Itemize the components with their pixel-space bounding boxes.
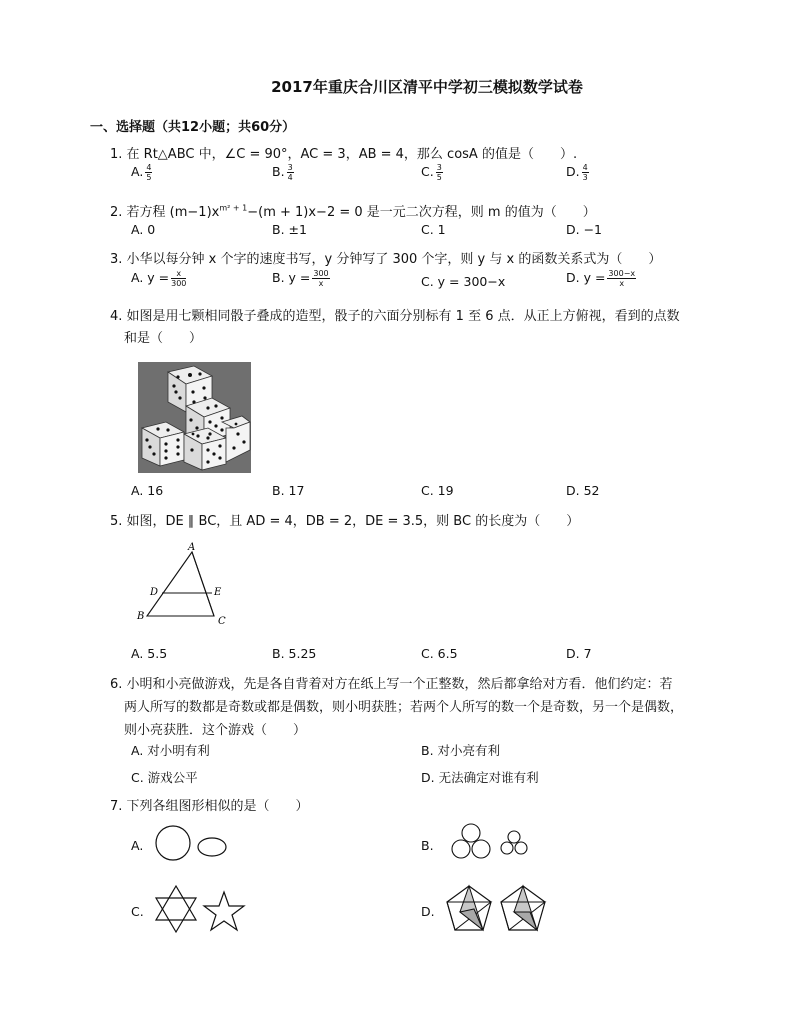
question-6-line-3: 则小亮获胜．这个游戏（ ） (124, 723, 307, 738)
q6-option-c: C. 游戏公平 (131, 770, 198, 785)
question-7: 7. 下列各组图形相似的是（ ） (110, 799, 309, 814)
q5-option-d: D. 7 (566, 646, 592, 661)
q6-option-a: A. 对小明有利 (131, 743, 210, 758)
q7-option-d-label: D. (421, 904, 435, 919)
q5-option-a: A. 5.5 (131, 646, 168, 661)
q5-option-b: B. 5.25 (272, 646, 317, 661)
q1-option-d: D. $\frac{4}{3}$ (566, 163, 588, 182)
q7-option-b-figure (444, 822, 534, 862)
q2-option-d: D. −1 (566, 222, 602, 237)
q1-option-c: C. $\frac{3}{5}$ (421, 163, 442, 182)
question-2: 2. 若方程 $(m-1)x^{m^2 + 1}-(m + 1)x-2 = 0$ 是一元二次方程，则 m 的值为（ ） (110, 203, 596, 220)
q6-option-d: D. 无法确定对谁有利 (421, 770, 539, 785)
q2-option-c: C. 1 (421, 222, 446, 237)
question-6-line-2: 两人所写的数都是奇数或都是偶数，则小明获胜；若两个人所写的数一个是奇数，另一个是偶数， (124, 700, 684, 715)
q4-option-a: A. 16 (131, 483, 164, 498)
question-4-line-1: 4. 如图是用七颗相同骰子叠成的造型，骰子的六面分别标有 1 至 6 点．从正上方俯视，看到的点数 (110, 309, 680, 324)
label-a: A (188, 542, 196, 553)
q7-option-b-label: B. (421, 838, 434, 853)
question-3: 3. 小华以每分钟 x 个字的速度书写，y 分钟写了 300 个字，则 y 与 x 的函数关系式为（ ） (110, 252, 662, 267)
question-5: 5. 如图，DE ∥ BC，且 AD = 4，DB = 2，DE = 3.5，则 BC 的长度为（ ） (110, 514, 580, 529)
q1-option-b: B. $\frac{3}{4}$ (272, 163, 293, 182)
q7-option-a-label: A. (131, 838, 144, 853)
q7-option-c-figure (152, 884, 248, 934)
question-4-line-2: 和是（ ） (124, 331, 203, 346)
q4-option-c: C. 19 (421, 483, 454, 498)
q4-option-b: B. 17 (272, 483, 305, 498)
q3-option-b: B. y = $\frac{300}{x}$ (272, 269, 329, 288)
page-title: 2017年重庆合川区清平中学初三模拟数学试卷 (271, 78, 583, 96)
q3-option-d: D. y = $\frac{300-x}{x}$ (566, 269, 636, 288)
q7-option-c-label: C. (131, 904, 144, 919)
q7-option-d-figure (444, 882, 554, 936)
q2-option-a: A. 0 (131, 222, 156, 237)
label-d: D (150, 587, 159, 598)
q3-option-c: C. y = 300−x (421, 274, 506, 289)
section-heading: 一、选择题（共12小题；共60分） (90, 120, 296, 135)
dice-illustration (138, 362, 251, 473)
q4-option-d: D. 52 (566, 483, 600, 498)
q7-option-a-figure (154, 824, 234, 864)
q1-option-a: A. $\frac{4}{5}$ (131, 163, 152, 182)
question-6-line-1: 6. 小明和小亮做游戏，先是各自背着对方在纸上写一个正整数，然后都拿给对方看．他们约定：若 (110, 677, 673, 692)
triangle-figure (134, 540, 234, 632)
dice-stack-image (138, 362, 251, 473)
q5-option-c: C. 6.5 (421, 646, 458, 661)
label-e: E (214, 587, 222, 598)
q6-option-b: B. 对小亮有利 (421, 743, 501, 758)
label-c: C (218, 616, 226, 627)
question-1: 1. 在 Rt△ABC 中，∠C = 90°，AC = 3，AB = 4，那么 cosA 的值是（ ）. (110, 147, 578, 162)
q3-option-a: A. y = $\frac{x}{300}$ (131, 269, 187, 288)
q2-option-b: B. ±1 (272, 222, 307, 237)
label-b: B (137, 611, 145, 622)
